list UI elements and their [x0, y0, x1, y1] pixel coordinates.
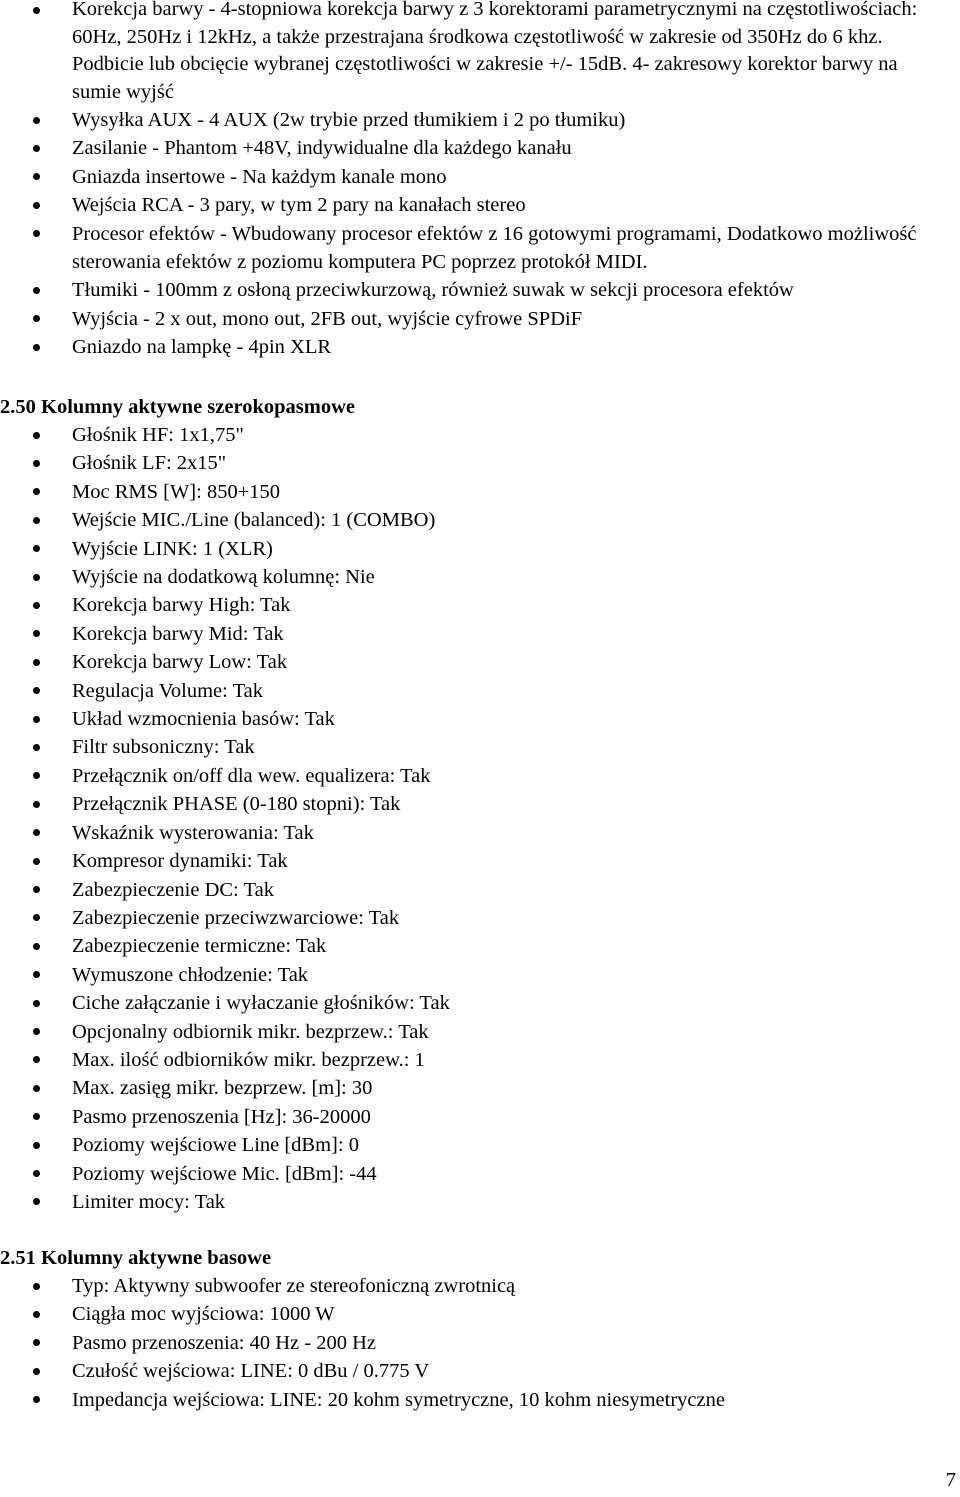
spec-list-full-range-speakers	[0, 421, 960, 1216]
list-item: Czułość wejściowa: LINE: 0 dBu / 0.775 V	[0, 1357, 960, 1385]
spec-list-mixer	[0, 0, 960, 362]
list-item: Głośnik HF: 1x1,75"	[0, 421, 960, 449]
list-item: Wyjście na dodatkową kolumnę: Nie	[0, 563, 960, 591]
list-item: Opcjonalny odbiornik mikr. bezprzew.: Tak	[0, 1018, 960, 1046]
list-item: Gniazdo na lampkę - 4pin XLR	[0, 333, 960, 361]
list-item: Ciągła moc wyjściowa: 1000 W	[0, 1300, 960, 1328]
list-item: Poziomy wejściowe Mic. [dBm]: -44	[0, 1160, 960, 1188]
list-item: Kompresor dynamiki: Tak	[0, 847, 960, 875]
list-item: Max. ilość odbiorników mikr. bezprzew.: 1	[0, 1046, 960, 1074]
list-item: Procesor efektów - Wbudowany procesor efektów z 16 gotowymi programami, Dodatkowo możliwość sterowania efektów z poziomu komputera PC poprzez protokół MIDI.	[0, 220, 960, 277]
list-item: Poziomy wejściowe Line [dBm]: 0	[0, 1131, 960, 1159]
section-number: 2.50	[0, 396, 36, 418]
list-item: Wejście MIC./Line (balanced): 1 (COMBO)	[0, 506, 960, 534]
list-item: Korekcja barwy Low: Tak	[0, 648, 960, 676]
section-title: Kolumny aktywne basowe	[41, 1247, 272, 1269]
list-item: Filtr subsoniczny: Tak	[0, 733, 960, 761]
list-item: Wyjście LINK: 1 (XLR)	[0, 535, 960, 563]
list-item: Pasmo przenoszenia: 40 Hz - 200 Hz	[0, 1329, 960, 1357]
list-item: Ciche załączanie i wyłaczanie głośników: Tak	[0, 989, 960, 1017]
spec-list-bass-speakers	[0, 1272, 960, 1414]
section-heading-2-51	[0, 1244, 271, 1272]
list-item: Regulacja Volume: Tak	[0, 677, 960, 705]
list-item: Układ wzmocnienia basów: Tak	[0, 705, 960, 733]
list-item: Zabezpieczenie przeciwzwarciowe: Tak	[0, 904, 960, 932]
list-item: Max. zasięg mikr. bezprzew. [m]: 30	[0, 1074, 960, 1102]
section-heading-2-50	[0, 393, 355, 421]
list-item: Zasilanie - Phantom +48V, indywidualne dla każdego kanału	[0, 134, 960, 162]
list-item: Wysyłka AUX - 4 AUX (2w trybie przed tłumikiem i 2 po tłumiku)	[0, 106, 960, 134]
list-item: Zabezpieczenie DC: Tak	[0, 876, 960, 904]
list-item: Przełącznik PHASE (0-180 stopni): Tak	[0, 790, 960, 818]
list-item: Korekcja barwy - 4-stopniowa korekcja barwy z 3 korektorami parametrycznymi na częstotliwościach: 60Hz, 250Hz i 12kHz, a także przestrajana środkowa częstotliwość w zakresie od 350Hz do 6 khz. Podbicie lub obcięcie wybranej częstotliwości w zakresie +/- 15dB. 4- zakresowy korektor barwy na sumie wyjść	[0, 0, 960, 106]
section-number: 2.51	[0, 1247, 36, 1269]
list-item: Gniazda insertowe - Na każdym kanale mono	[0, 163, 960, 191]
list-item: Impedancja wejściowa: LINE: 20 kohm symetryczne, 10 kohm niesymetryczne	[0, 1386, 960, 1414]
list-item: Korekcja barwy Mid: Tak	[0, 620, 960, 648]
list-item: Przełącznik on/off dla wew. equalizera: Tak	[0, 762, 960, 790]
list-item: Wyjścia - 2 x out, mono out, 2FB out, wyjście cyfrowe SPDiF	[0, 305, 960, 333]
list-item: Zabezpieczenie termiczne: Tak	[0, 932, 960, 960]
list-item: Pasmo przenoszenia [Hz]: 36-20000	[0, 1103, 960, 1131]
list-item: Wymuszone chłodzenie: Tak	[0, 961, 960, 989]
list-item: Głośnik LF: 2x15"	[0, 449, 960, 477]
list-item: Limiter mocy: Tak	[0, 1188, 960, 1216]
list-item: Wejścia RCA - 3 pary, w tym 2 pary na kanałach stereo	[0, 191, 960, 219]
list-item: Wskaźnik wysterowania: Tak	[0, 819, 960, 847]
list-item: Korekcja barwy High: Tak	[0, 591, 960, 619]
list-item: Typ: Aktywny subwoofer ze stereofoniczną zwrotnicą	[0, 1272, 960, 1300]
list-item: Moc RMS [W]: 850+150	[0, 478, 960, 506]
list-item: Tłumiki - 100mm z osłoną przeciwkurzową, również suwak w sekcji procesora efektów	[0, 276, 960, 304]
section-title: Kolumny aktywne szerokopasmowe	[41, 396, 355, 418]
page-number: 7	[945, 1469, 956, 1491]
